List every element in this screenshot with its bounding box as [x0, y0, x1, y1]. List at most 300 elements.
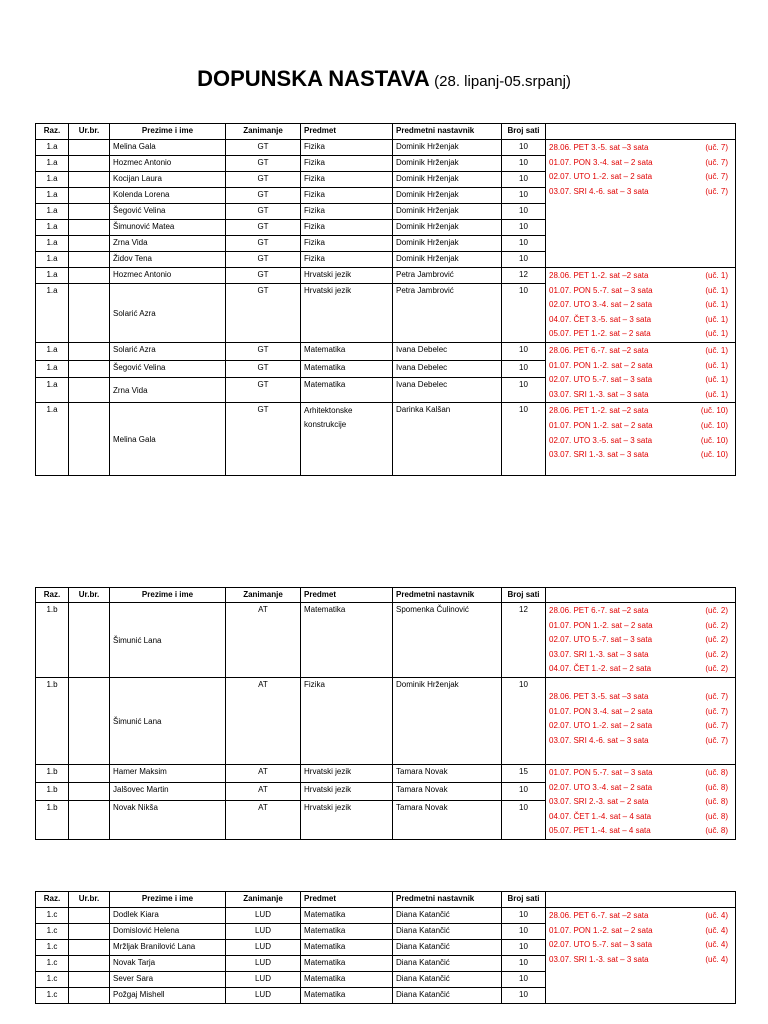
header-nastavnik: Predmetni nastavnik: [393, 588, 502, 603]
cell-raz: 1.c: [36, 956, 69, 972]
cell-ime: Kocijan Laura: [110, 172, 226, 188]
schedule-room: (uč. 4): [705, 940, 728, 950]
schedule-line: [549, 824, 732, 839]
schedule-text: 01.07. PON 3.-4. sat – 2 sata: [549, 706, 653, 716]
cell-predmet: Fizika: [301, 172, 393, 188]
cell-zanimanje: AT: [226, 783, 301, 801]
schedule-line: [549, 938, 732, 953]
cell-broj-sati: 10: [502, 252, 546, 268]
cell-zanimanje: GT: [226, 377, 301, 403]
schedule-text: 02.07. UTO 1.-2. sat – 2 sata: [549, 721, 653, 731]
cell-predmet: Hrvatski jezik: [301, 765, 393, 783]
cell-zanimanje: LUD: [226, 972, 301, 988]
schedule-line: [549, 924, 732, 939]
schedule-text: 04.07. ČET 1.-2. sat – 2 sata: [549, 664, 652, 674]
cell-ur: [69, 940, 110, 956]
cell-predmet: Fizika: [301, 204, 393, 220]
cell-zanimanje: LUD: [226, 956, 301, 972]
cell-ime: Šimunić Lana: [110, 603, 226, 678]
cell-nastavnik: Darinka Kalšan: [393, 403, 502, 476]
cell-raz: 1.b: [36, 801, 69, 840]
schedule-line: [549, 781, 732, 796]
cell-broj-sati: 10: [502, 403, 546, 476]
cell-ur: [69, 204, 110, 220]
cell-ime: Melina Gala: [110, 140, 226, 156]
schedule-line: [549, 619, 732, 634]
schedule-room: (uč. 1): [705, 271, 728, 280]
cell-ime: Dodlek Kiara: [110, 908, 226, 924]
cell-broj-sati: 12: [502, 603, 546, 678]
cell-nastavnik: Ivana Debelec: [393, 377, 502, 403]
cell-broj-sati: 10: [502, 801, 546, 840]
cell-broj-sati: 10: [502, 342, 546, 360]
cell-ime: Melina Gala: [110, 403, 226, 476]
cell-nastavnik: Diana Katančić: [393, 940, 502, 956]
schedule-cell: [546, 342, 736, 402]
cell-ime: Novak Nikša: [110, 801, 226, 840]
schedule-text: 03.07. SRI 4.-6. sat – 3 sata: [549, 186, 649, 196]
header-ime: Prezime i ime: [110, 892, 226, 908]
header-ur: Ur.br.: [69, 588, 110, 603]
schedule-text: 01.07. PON 1.-2. sat – 2 sata: [549, 360, 653, 370]
cell-ur: [69, 172, 110, 188]
cell-ime: Solarić Azra: [110, 342, 226, 360]
schedule-cell: [546, 765, 736, 840]
schedule-room: (uč. 2): [705, 664, 728, 674]
cell-predmet: Matematika: [301, 342, 393, 360]
schedule-line: [549, 404, 732, 419]
table-row: [36, 140, 736, 156]
schedule-line: [549, 373, 732, 388]
schedule-room: (uč. 8): [705, 797, 728, 807]
cell-zanimanje: LUD: [226, 924, 301, 940]
cell-broj-sati: 10: [502, 140, 546, 156]
schedule-room: (uč. 8): [705, 768, 728, 777]
schedule-line: [549, 719, 732, 734]
cell-zanimanje: GT: [226, 284, 301, 343]
cell-raz: 1.c: [36, 988, 69, 1004]
schedule-text: 02.07. UTO 1.-2. sat – 2 sata: [549, 172, 653, 182]
schedule-room: (uč. 7): [705, 157, 728, 167]
schedule-line: [549, 359, 732, 374]
header-termini: [546, 124, 736, 140]
schedule-line: [549, 662, 732, 677]
cell-broj-sati: 10: [502, 188, 546, 204]
schedule-room: (uč. 10): [700, 450, 728, 460]
cell-raz: 1.a: [36, 284, 69, 343]
header-ime: Prezime i ime: [110, 124, 226, 140]
cell-ime: Hozmec Antonio: [110, 268, 226, 284]
cell-raz: 1.a: [36, 204, 69, 220]
cell-predmet: Matematika: [301, 908, 393, 924]
header-termini: [546, 588, 736, 603]
schedule-line: [549, 810, 732, 825]
cell-predmet: Arhitektonske konstrukcije: [301, 403, 393, 476]
header-row: [36, 124, 736, 140]
cell-zanimanje: GT: [226, 268, 301, 284]
cell-ime: Šegović Velina: [110, 204, 226, 220]
schedule-text: 02.07. UTO 3.-4. sat – 2 sata: [549, 782, 653, 792]
cell-broj-sati: 10: [502, 908, 546, 924]
schedule-room: (uč. 7): [705, 172, 728, 182]
cell-zanimanje: AT: [226, 801, 301, 840]
header-raz: Raz.: [36, 588, 69, 603]
cell-nastavnik: Ivana Debelec: [393, 342, 502, 360]
cell-ur: [69, 236, 110, 252]
table-1a: [35, 123, 736, 476]
cell-predmet: Hrvatski jezik: [301, 801, 393, 840]
schedule-line: [549, 388, 732, 403]
schedule-room: (uč. 7): [705, 735, 728, 745]
schedule-line: [549, 170, 732, 185]
schedule-line: [549, 156, 732, 171]
cell-raz: 1.a: [36, 172, 69, 188]
schedule-line: [549, 185, 732, 200]
cell-predmet: Fizika: [301, 678, 393, 765]
header-ime: Prezime i ime: [110, 588, 226, 603]
cell-zanimanje: LUD: [226, 908, 301, 924]
cell-zanimanje: AT: [226, 678, 301, 765]
cell-ime: Novak Tarja: [110, 956, 226, 972]
cell-ime: Zrna Vida: [110, 236, 226, 252]
schedule-text: 02.07. UTO 5.-7. sat – 3 sata: [549, 375, 653, 385]
schedule-room: (uč. 1): [705, 314, 728, 324]
cell-nastavnik: Dominik Hrženjak: [393, 172, 502, 188]
header-predmet: Predmet: [301, 588, 393, 603]
cell-ur: [69, 783, 110, 801]
schedule-text: 01.07. PON 3.-4. sat – 2 sata: [549, 157, 653, 167]
cell-raz: 1.a: [36, 188, 69, 204]
schedule-room: (uč. 10): [700, 406, 728, 416]
cell-raz: 1.b: [36, 765, 69, 783]
header-predmet: Predmet: [301, 124, 393, 140]
schedule-room: (uč. 1): [705, 300, 728, 310]
cell-ur: [69, 924, 110, 940]
schedule-line: [549, 344, 732, 359]
schedule-room: (uč. 7): [705, 706, 728, 716]
schedule-text: 01.07. PON 1.-2. sat – 2 sata: [549, 620, 653, 630]
schedule-text: 05.07. PET 1.-2. sat – 2 sata: [549, 329, 651, 339]
cell-raz: 1.c: [36, 940, 69, 956]
schedule-text: 28.06. PET 6.-7. sat –2 sata: [549, 606, 649, 615]
cell-ime: Kolenda Lorena: [110, 188, 226, 204]
header-nastavnik: Predmetni nastavnik: [393, 892, 502, 908]
cell-raz: 1.c: [36, 908, 69, 924]
cell-nastavnik: Dominik Hrženjak: [393, 236, 502, 252]
header-predmet: Predmet: [301, 892, 393, 908]
schedule-cell: [546, 908, 736, 1004]
cell-ime: Jalšovec Martin: [110, 783, 226, 801]
cell-ur: [69, 908, 110, 924]
header-termini: [546, 892, 736, 908]
schedule-text: 03.07. SRI 1.-3. sat – 3 sata: [549, 389, 649, 399]
cell-nastavnik: Tamara Novak: [393, 801, 502, 840]
schedule-text: 28.06. PET 1.-2. sat –2 sata: [549, 271, 649, 280]
schedule-text: 05.07. PET 1.-4. sat – 4 sata: [549, 826, 651, 836]
schedule-room: (uč. 1): [705, 345, 728, 355]
cell-predmet: Matematika: [301, 361, 393, 377]
table-1b: [35, 587, 736, 840]
schedule-line: [549, 766, 732, 781]
schedule-line: [549, 795, 732, 810]
cell-predmet: Hrvatski jezik: [301, 284, 393, 343]
schedule-line: [549, 284, 732, 299]
schedule-text: 28.06. PET 6.-7. sat –2 sata: [549, 345, 649, 355]
cell-ime: Domislović Helena: [110, 924, 226, 940]
cell-broj-sati: 12: [502, 268, 546, 284]
header-zanimanje: Zanimanje: [226, 124, 301, 140]
cell-ur: [69, 678, 110, 765]
cell-predmet: Fizika: [301, 220, 393, 236]
cell-ime: Hozmec Antonio: [110, 156, 226, 172]
cell-nastavnik: Tamara Novak: [393, 765, 502, 783]
schedule-room: (uč. 8): [705, 811, 728, 821]
schedule-line: [549, 705, 732, 720]
cell-ur: [69, 972, 110, 988]
header-raz: Raz.: [36, 124, 69, 140]
cell-broj-sati: 10: [502, 988, 546, 1004]
header-ur: Ur.br.: [69, 892, 110, 908]
cell-ur: [69, 342, 110, 360]
schedule-room: (uč. 8): [705, 826, 728, 836]
cell-ur: [69, 252, 110, 268]
cell-zanimanje: GT: [226, 403, 301, 476]
page-title: [0, 66, 768, 92]
cell-nastavnik: Petra Jambrović: [393, 284, 502, 343]
table-row: [36, 403, 736, 476]
cell-predmet: Matematika: [301, 940, 393, 956]
cell-predmet: Matematika: [301, 377, 393, 403]
cell-broj-sati: 15: [502, 765, 546, 783]
cell-ime: Solarić Azra: [110, 284, 226, 343]
header-broj-sati: Broj sati: [502, 588, 546, 603]
cell-zanimanje: AT: [226, 603, 301, 678]
schedule-text: 03.07. SRI 2.-3. sat – 2 sata: [549, 797, 649, 807]
cell-nastavnik: Diana Katančić: [393, 924, 502, 940]
cell-ime: Zrna Vida: [110, 377, 226, 403]
header-nastavnik: Predmetni nastavnik: [393, 124, 502, 140]
cell-ime: Šimunić Lana: [110, 678, 226, 765]
cell-predmet: Fizika: [301, 188, 393, 204]
cell-predmet: Hrvatski jezik: [301, 783, 393, 801]
cell-broj-sati: 10: [502, 924, 546, 940]
schedule-text: 01.07. PON 1.-2. sat – 2 sata: [549, 925, 653, 935]
schedule-text: 01.07. PON 5.-7. sat – 3 sata: [549, 768, 653, 777]
schedule-text: 02.07. UTO 5.-7. sat – 3 sata: [549, 940, 653, 950]
schedule-text: 28.06. PET 1.-2. sat –2 sata: [549, 406, 649, 416]
schedule-room: (uč. 4): [705, 954, 728, 964]
header-zanimanje: Zanimanje: [226, 892, 301, 908]
cell-raz: 1.a: [36, 220, 69, 236]
schedule-room: (uč. 1): [705, 285, 728, 295]
schedule-line: [549, 141, 732, 156]
cell-ur: [69, 284, 110, 343]
cell-broj-sati: 10: [502, 678, 546, 765]
cell-predmet: Fizika: [301, 140, 393, 156]
schedule-line: [549, 734, 732, 749]
cell-nastavnik: Dominik Hrženjak: [393, 204, 502, 220]
cell-ur: [69, 188, 110, 204]
schedule-text: 01.07. PON 5.-7. sat – 3 sata: [549, 285, 653, 295]
schedule-room: (uč. 7): [705, 692, 728, 701]
schedule-text: 28.06. PET 6.-7. sat –2 sata: [549, 911, 649, 920]
cell-nastavnik: Dominik Hrženjak: [393, 156, 502, 172]
schedule-text: 03.07. SRI 1.-3. sat – 3 sata: [549, 954, 649, 964]
schedule-text: 28.06. PET 3.-5. sat –3 sata: [549, 692, 649, 701]
cell-zanimanje: AT: [226, 765, 301, 783]
cell-raz: 1.a: [36, 403, 69, 476]
cell-predmet: Matematika: [301, 956, 393, 972]
title-subtitle: (28. lipanj-05.srpanj): [434, 73, 571, 90]
cell-raz: 1.c: [36, 972, 69, 988]
cell-zanimanje: GT: [226, 220, 301, 236]
cell-predmet: Matematika: [301, 988, 393, 1004]
cell-nastavnik: Diana Katančić: [393, 988, 502, 1004]
table-row: [36, 765, 736, 783]
cell-ime: Židov Tena: [110, 252, 226, 268]
schedule-room: (uč. 1): [705, 389, 728, 399]
header-row: [36, 588, 736, 603]
cell-ime: Sever Sara: [110, 972, 226, 988]
cell-nastavnik: Diana Katančić: [393, 956, 502, 972]
cell-ur: [69, 361, 110, 377]
schedule-line: [549, 448, 732, 463]
schedule-room: (uč. 2): [705, 635, 728, 645]
cell-raz: 1.a: [36, 252, 69, 268]
schedule-line: [549, 327, 732, 342]
cell-zanimanje: GT: [226, 361, 301, 377]
schedule-room: (uč. 7): [705, 721, 728, 731]
schedule-room: (uč. 10): [700, 435, 728, 445]
cell-ime: Mržljak Branilović Lana: [110, 940, 226, 956]
schedule-cell: [546, 403, 736, 476]
schedule-cell: [546, 268, 736, 343]
title-main: DOPUNSKA NASTAVA: [197, 66, 430, 91]
cell-broj-sati: 10: [502, 783, 546, 801]
schedule-room: (uč. 1): [705, 360, 728, 370]
cell-nastavnik: Petra Jambrović: [393, 268, 502, 284]
table-row: [36, 603, 736, 678]
cell-broj-sati: 10: [502, 220, 546, 236]
cell-nastavnik: Dominik Hrženjak: [393, 252, 502, 268]
schedule-line: [549, 690, 732, 705]
cell-ur: [69, 603, 110, 678]
schedule-text: 01.07. PON 1.-2. sat – 2 sata: [549, 420, 653, 430]
schedule-text: 02.07. UTO 3.-5. sat – 3 sata: [549, 435, 653, 445]
schedule-text: 04.07. ČET 1.-4. sat – 4 sata: [549, 811, 652, 821]
schedule-room: (uč. 1): [705, 375, 728, 385]
cell-raz: 1.a: [36, 140, 69, 156]
schedule-room: (uč. 7): [705, 143, 728, 152]
schedule-room: (uč. 8): [705, 782, 728, 792]
schedule-room: (uč. 4): [705, 911, 728, 920]
schedule-line: [549, 648, 732, 663]
schedule-text: 28.06. PET 3.-5. sat –3 sata: [549, 143, 649, 152]
schedule-line: [549, 419, 732, 434]
cell-predmet: Hrvatski jezik: [301, 268, 393, 284]
cell-ur: [69, 801, 110, 840]
table-row: [36, 342, 736, 360]
header-broj-sati: Broj sati: [502, 892, 546, 908]
schedule-room: (uč. 2): [705, 606, 728, 615]
cell-ime: Hamer Maksim: [110, 765, 226, 783]
cell-broj-sati: 10: [502, 972, 546, 988]
cell-ur: [69, 268, 110, 284]
cell-zanimanje: GT: [226, 140, 301, 156]
schedule-line: [549, 909, 732, 924]
schedule-text: 02.07. UTO 3.-4. sat – 2 sata: [549, 300, 653, 310]
schedule-line: [549, 953, 732, 968]
schedule-room: (uč. 4): [705, 925, 728, 935]
cell-raz: 1.a: [36, 268, 69, 284]
schedule-text: 04.07. ČET 3.-5. sat – 3 sata: [549, 314, 652, 324]
header-broj-sati: Broj sati: [502, 124, 546, 140]
schedule-room: (uč. 7): [705, 186, 728, 196]
cell-broj-sati: 10: [502, 940, 546, 956]
schedule-line: [549, 633, 732, 648]
schedule-cell: [546, 678, 736, 765]
header-ur: Ur.br.: [69, 124, 110, 140]
cell-predmet: Matematika: [301, 972, 393, 988]
header-raz: Raz.: [36, 892, 69, 908]
cell-broj-sati: 10: [502, 172, 546, 188]
cell-ur: [69, 156, 110, 172]
schedule-text: 02.07. UTO 5.-7. sat – 3 sata: [549, 635, 653, 645]
table-1c: [35, 891, 736, 1004]
table-row: [36, 678, 736, 765]
schedule-text: 03.07. SRI 4.-6. sat – 3 sata: [549, 735, 649, 745]
schedule-line: [549, 434, 732, 449]
cell-nastavnik: Diana Katančić: [393, 972, 502, 988]
cell-predmet: Matematika: [301, 603, 393, 678]
table-row: [36, 908, 736, 924]
schedule-line: [549, 313, 732, 328]
cell-ur: [69, 140, 110, 156]
cell-broj-sati: 10: [502, 204, 546, 220]
cell-nastavnik: Tamara Novak: [393, 783, 502, 801]
schedule-room: (uč. 1): [705, 329, 728, 339]
cell-nastavnik: Dominik Hrženjak: [393, 220, 502, 236]
schedule-text: 03.07. SRI 1.-3. sat – 3 sata: [549, 649, 649, 659]
cell-predmet: Matematika: [301, 924, 393, 940]
header-row: [36, 892, 736, 908]
cell-zanimanje: GT: [226, 188, 301, 204]
cell-nastavnik: Dominik Hrženjak: [393, 140, 502, 156]
cell-raz: 1.a: [36, 236, 69, 252]
cell-ur: [69, 988, 110, 1004]
cell-broj-sati: 10: [502, 284, 546, 343]
cell-ur: [69, 956, 110, 972]
cell-zanimanje: GT: [226, 204, 301, 220]
cell-ur: [69, 220, 110, 236]
schedule-line: [549, 298, 732, 313]
schedule-room: (uč. 2): [705, 649, 728, 659]
cell-zanimanje: GT: [226, 342, 301, 360]
cell-ime: Šimunović Matea: [110, 220, 226, 236]
cell-zanimanje: GT: [226, 156, 301, 172]
schedule-cell: [546, 140, 736, 268]
cell-broj-sati: 10: [502, 377, 546, 403]
cell-zanimanje: GT: [226, 236, 301, 252]
schedule-line: [549, 604, 732, 619]
cell-raz: 1.b: [36, 783, 69, 801]
header-zanimanje: Zanimanje: [226, 588, 301, 603]
table-row: [36, 268, 736, 284]
cell-zanimanje: GT: [226, 252, 301, 268]
cell-ime: Šegović Velina: [110, 361, 226, 377]
cell-nastavnik: Dominik Hrženjak: [393, 678, 502, 765]
cell-ur: [69, 403, 110, 476]
